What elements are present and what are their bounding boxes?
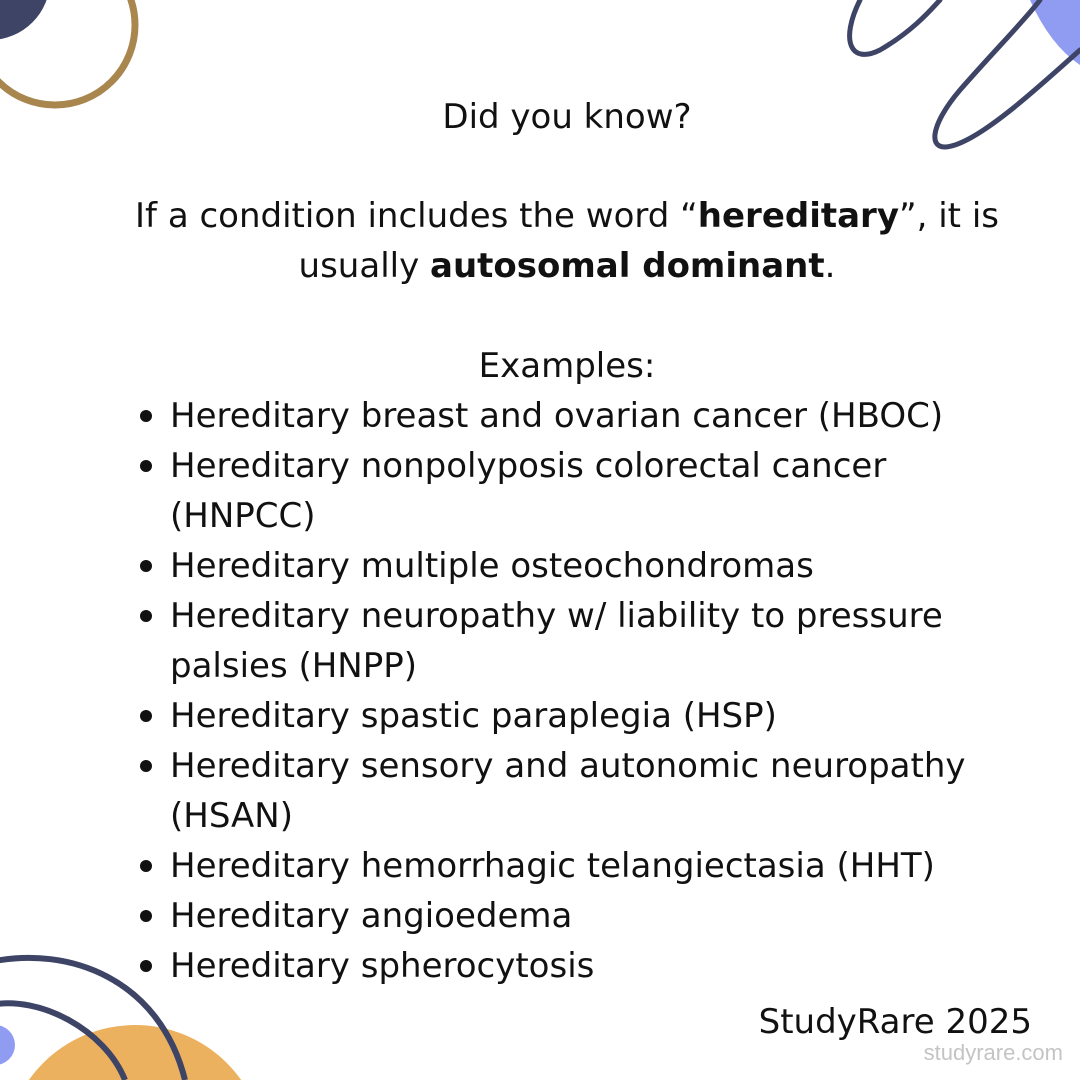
fact-bold-autosomal-dominant: autosomal dominant (430, 246, 825, 286)
list-item (170, 391, 1010, 441)
bullet-icon (140, 710, 152, 722)
list-item (170, 941, 1010, 991)
examples-label: Examples: (478, 346, 656, 386)
list-item-text: Hereditary neuropathy w/ liability to pressure palsies (HNPP) (170, 596, 943, 686)
list-item-text: Hereditary hemorrhagic telangiectasia (HHT) (170, 846, 935, 886)
list-item-text: Hereditary spherocytosis (170, 946, 595, 986)
list-item (170, 591, 1010, 691)
list-item-text: Hereditary angioedema (170, 896, 573, 936)
bullet-icon (140, 560, 152, 572)
fact-text-part3: . (824, 246, 836, 286)
list-item-text: Hereditary spastic paraplegia (HSP) (170, 696, 777, 736)
list-item-text: Hereditary nonpolyposis colorectal cancer (HNPCC) (170, 446, 887, 536)
bullet-icon (140, 410, 152, 422)
list-item-text: Hereditary sensory and autonomic neuropathy (HSAN) (170, 746, 966, 836)
fact-text-part1: If a condition includes the word “ (135, 196, 698, 236)
fact-bold-hereditary: hereditary (697, 196, 899, 236)
footer-brand: StudyRare 2025 (758, 1002, 1032, 1042)
bullet-icon (140, 610, 152, 622)
list-item (170, 691, 1010, 741)
list-item-text: Hereditary multiple osteochondromas (170, 546, 814, 586)
bullet-icon (140, 460, 152, 472)
bullet-icon (140, 960, 152, 972)
list-item (170, 441, 1010, 541)
bullet-icon (140, 860, 152, 872)
list-item (170, 841, 1010, 891)
examples-list (170, 391, 1010, 991)
watermark: studyrare.com (923, 1040, 1063, 1065)
bullet-icon (140, 760, 152, 772)
fact-statement (120, 191, 1014, 291)
bullet-icon (140, 910, 152, 922)
fact-text-part2: ”, it is usually (298, 196, 999, 286)
list-item (170, 541, 1010, 591)
list-item (170, 891, 1010, 941)
list-item (170, 741, 1010, 841)
list-item-text: Hereditary breast and ovarian cancer (HBOC) (170, 396, 944, 436)
heading: Did you know? (442, 97, 692, 137)
